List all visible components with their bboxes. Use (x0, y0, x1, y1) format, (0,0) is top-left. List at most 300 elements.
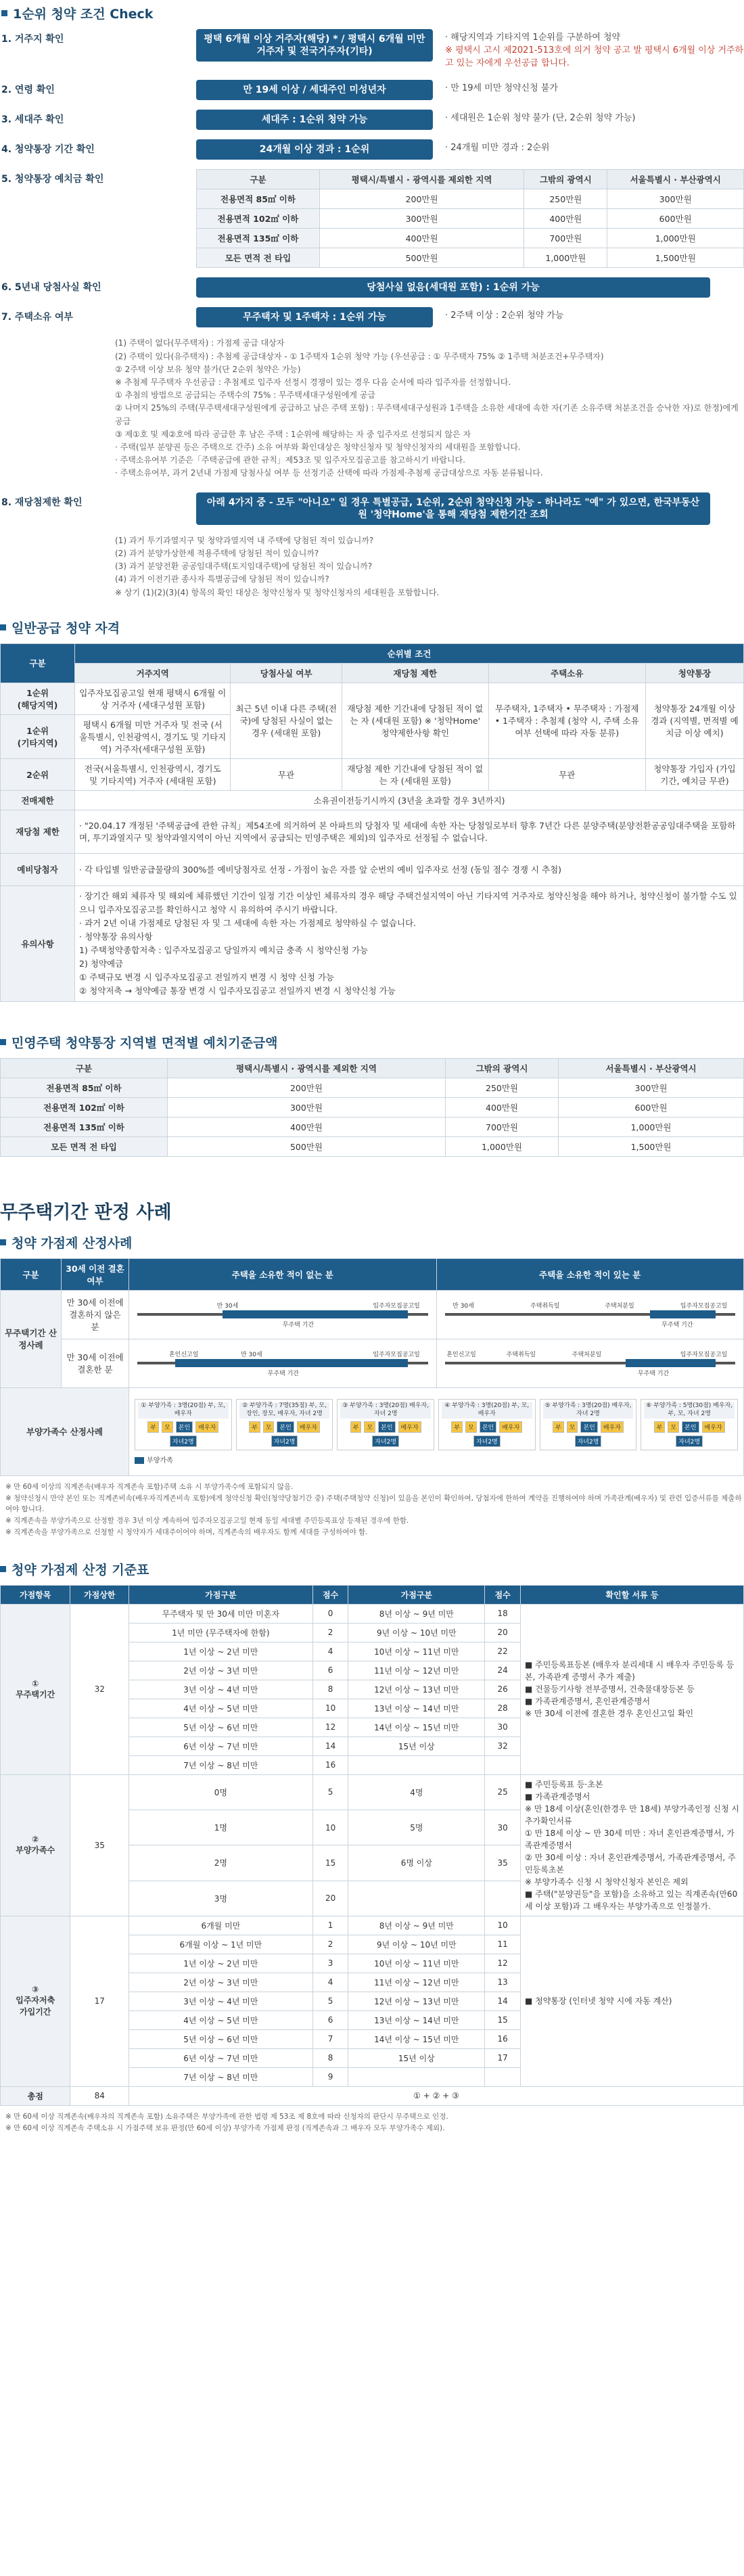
family-member-ch: 자녀2명 (271, 1435, 298, 1447)
family-member-me: 본인 (378, 1421, 395, 1433)
table-cell: 9년 이상 ~ 10년 미만 (348, 1935, 485, 1954)
note-line: ① 추첨의 방법으로 공급되는 주택수의 75% : 무주택세대구성원에게 공급 (115, 390, 375, 400)
table-cell: 11 (485, 1935, 521, 1954)
table-cell: 8년 이상 ~ 9년 미만 (348, 1604, 485, 1623)
point-case-notes (0, 1481, 744, 1538)
table-cell: 1년 이상 ~ 2년 미만 (129, 1954, 312, 1973)
timeline-label: 주택처분일 (605, 1303, 634, 1310)
condition-row (0, 139, 744, 160)
note-line: ③ 제①호 및 제②호에 따라 공급한 후 남은 주택 : 1순위에 해당하는 자 중 입주자로 선정되지 않은 자 (115, 429, 471, 439)
table-row (1, 1604, 744, 1623)
table-cell: 8 (312, 1680, 348, 1699)
timeline-label: 무주택 기간 (267, 1371, 300, 1378)
table-cell: 28 (485, 1699, 521, 1718)
col-header: 구분 (1, 1058, 168, 1078)
timeline-label: 혼인신고일 (168, 1352, 199, 1359)
note-line: · 과거 2년 이내 가점제로 당첨된 자 및 그 세대에 속한 자는 가점제로 청약하실 수 없습니다. (79, 917, 417, 928)
document-line: ■ 건물등기사항 전부증명서, 건축물대장등본 등 (525, 1684, 695, 1695)
table-row (1, 1117, 744, 1136)
col-header-group: 순위별 조건 (75, 643, 744, 663)
table-cell: 250만원 (524, 189, 607, 209)
condition-label: 6. 5년내 당첨사실 확인 (1, 282, 101, 294)
deposit-standard-table (0, 1058, 744, 1157)
total-max: 84 (70, 2086, 129, 2105)
table-cell: 400만원 (445, 1097, 558, 1117)
bullet-square-icon (0, 624, 6, 630)
table-cell (348, 2067, 485, 2086)
bullet-square-icon (0, 1566, 6, 1572)
table-cell: 4년 이상 ~ 5년 미만 (129, 1699, 312, 1718)
family-member-m: 모 (263, 1421, 275, 1433)
row-label: 유의사항 (1, 886, 75, 1001)
section-title-deposit: 민영주택 청약통장 지역별 면적별 예치기준금액 (0, 1033, 744, 1051)
table-cell: 0명 (129, 1774, 312, 1810)
table-cell: 10년 이상 ~ 11년 미만 (348, 1642, 485, 1661)
family-member-me: 본인 (277, 1421, 294, 1433)
timeline-label: 만 30세 (240, 1352, 262, 1359)
family-member-m: 모 (364, 1421, 375, 1433)
dependent-case (540, 1399, 637, 1450)
table-cell: 12 (485, 1954, 521, 1973)
condition-row (0, 80, 744, 100)
dependent-case (438, 1399, 536, 1450)
table-cell: 32 (485, 1736, 521, 1755)
documents-cell (521, 1774, 744, 1916)
family-member-sp: 배우자 (195, 1421, 218, 1433)
table-cell: 무관 (231, 758, 342, 790)
table-cell: 소유권이전등기시까지 (3년을 초과할 경우 3년까지) (75, 790, 744, 810)
timeline-cell (129, 1290, 437, 1339)
table-cell (348, 1755, 485, 1774)
table-cell: 1,000만원 (607, 229, 744, 248)
condition-pill: 세대주 : 1순위 청약 가능 (196, 110, 433, 130)
condition-label: 4. 청약통장 기간 확인 (1, 143, 95, 155)
table-cell: 무주택자 및 만 30세 미만 미혼자 (129, 1604, 312, 1623)
table-cell: 16 (485, 2029, 521, 2048)
family-member-f: 부 (350, 1421, 362, 1433)
document-line: ■ 청약통장 (인터넷 청약 시에 자동 계산) (525, 1996, 672, 2006)
group-label: ① 무주택기간 (1, 1604, 70, 1774)
table-cell: 재당첨 제한 기간내에 당첨된 적이 없는 자 (세대원 포함) (342, 758, 488, 790)
dependent-case-caption: ④ 부양가족 : 3명(20점) 부, 모, 배우자 (442, 1402, 532, 1418)
row-label: 2순위 (1, 758, 75, 790)
family-member-ch: 자녀2명 (575, 1435, 602, 1447)
note-line: ② 나머지 25%의 주택(무주택세대구성원에게 공급하고 남은 주택 포함) : 무주택세대구성원과 1주택을 소유한 세대에 속한 자(기존 소유주택 처분조건을 승낙한 자)로 한정)에게 공급 (115, 403, 739, 426)
table-cell: 15 (312, 1845, 348, 1881)
table-cell: 700만원 (445, 1117, 558, 1136)
row-sublabel: 만 30세 이전에 결혼하지 않은 분 (62, 1290, 129, 1339)
note-line: ※ 만 60세 이상 직계존속 주택소유 시 가점주택 보유 판정(만 60세 이상) 부양가족 가점제 판정 (직계존속과 그 배우자 모두 부양가족수 제외). (5, 2123, 445, 2132)
table-cell: 700만원 (524, 229, 607, 248)
document-line: ② 만 30세 이상 : 자녀 혼인관계증명서, 가족관계증명서, 주민등록초본 (525, 1852, 736, 1874)
family-diagram (239, 1421, 330, 1447)
table-cell: 모든 면적 전 타입 (197, 248, 320, 268)
col-header: 평택시/특별시 · 광역시를 제외한 지역 (168, 1058, 446, 1078)
family-member-me: 본인 (682, 1421, 699, 1433)
col-header: 평택시/특별시 · 광역시를 제외한 지역 (319, 170, 524, 189)
condition-note-line: · 24개월 미만 경과 : 2순위 (445, 142, 550, 153)
family-member-ch: 자녀2명 (372, 1435, 399, 1447)
group-label: ② 부양가족수 (1, 1774, 70, 1916)
col-header: 확인할 서류 등 (521, 1585, 744, 1604)
table-cell: 600만원 (607, 209, 744, 229)
table-cell: 8 (312, 2048, 348, 2067)
note-line: ② 청약저축 → 청약예금 통장 변경 시 입주자모집공고 전일까지 변경 시 청약신청 가능 (79, 985, 396, 996)
note-line: (1) 주택이 없다(무주택자) : 가점제 공급 대상자 (115, 338, 285, 348)
note-line: (2) 과거 분양가상한제 적용주택에 당첨된 적이 있습니까? (115, 549, 319, 559)
timeline-label: 입주자모집공고일 (680, 1352, 728, 1359)
deposit-row (0, 169, 744, 268)
table-cell: 300만원 (559, 1078, 744, 1097)
family-member-m: 모 (567, 1421, 578, 1433)
document-line: ※ 만 18세 이상(혼인(한경우 만 18세) 부양가족인정 신청 시 추가확인서류 (525, 1803, 739, 1826)
condition-note (433, 29, 744, 70)
timeline-label: 입주자모집공고일 (680, 1303, 728, 1310)
section-title-general: 일반공급 청약 자격 (0, 618, 744, 637)
table-cell: 10 (312, 1699, 348, 1718)
table-cell: 17 (485, 2048, 521, 2067)
table-cell: 1,000만원 (559, 1117, 744, 1136)
family-member-sp: 배우자 (398, 1421, 421, 1433)
table-cell: 전용면적 135㎡ 이하 (1, 1117, 168, 1136)
table-cell: 250만원 (445, 1078, 558, 1097)
family-member-sp: 배우자 (702, 1421, 725, 1433)
bullet-square-icon (1, 10, 7, 16)
timeline-period (175, 1359, 408, 1367)
condition-row-6 (0, 277, 744, 298)
timeline (441, 1301, 740, 1328)
table-cell: 5년 이상 ~ 6년 미만 (129, 2029, 312, 2048)
timeline-period (223, 1310, 408, 1318)
table-cell: 500만원 (168, 1136, 446, 1156)
dependent-case (135, 1399, 232, 1450)
table-cell: 9년 이상 ~ 10년 미만 (348, 1623, 485, 1642)
group-max: 32 (70, 1604, 129, 1774)
col-header: 30세 이전 결혼여부 (62, 1258, 129, 1290)
condition-pill: 평택 6개월 이상 거주자(해당) * / 평택시 6개월 미만 거주자 및 전국거주자(기타) (196, 29, 433, 62)
table-cell: 전용면적 85㎡ 이하 (1, 1078, 168, 1097)
table-cell: 20 (485, 1623, 521, 1642)
note-line: · 주택소유여부, 과거 2년내 가점제 당첨사실 여부 등 선정기준 산택에 따라 가점제·추첨제 공급대상으로 자동 분류됩니다. (115, 468, 543, 478)
table-cell: 6개월 미만 (129, 1916, 312, 1935)
table-cell: 13년 이상 ~ 14년 미만 (348, 1699, 485, 1718)
dependent-case (641, 1399, 738, 1450)
col-header: 주택을 소유한 적이 없는 분 (129, 1258, 437, 1290)
dependent-case-caption: ⑥ 부양가족 : 5명(30점) 배우자, 부, 모, 자녀 2명 (644, 1402, 735, 1418)
documents-cell (521, 1604, 744, 1774)
family-member-sp: 배우자 (601, 1421, 624, 1433)
documents-cell (521, 1916, 744, 2086)
table-row (197, 229, 744, 248)
condition-label: 7. 주택소유 여부 (1, 312, 73, 323)
table-cell: 500만원 (319, 248, 524, 268)
table-cell (485, 1755, 521, 1774)
table-cell: 8년 이상 ~ 9년 미만 (348, 1916, 485, 1935)
row-label: 재당첨 제한 (1, 810, 75, 853)
note-line: ※ 직계존속을 부양가족으로 산정할 경우 3년 이상 계속하여 입주자모집공고일 현재 동일 세대별 주민등록표상 등재된 경우에 한함. (5, 1517, 409, 1525)
table-cell: 6개월 이상 ~ 1년 미만 (129, 1935, 312, 1954)
part-title: 무주택기간 판정 사례 (0, 1201, 172, 1223)
note-line: ※ 직계존속을 부양가족으로 신청할 시 청약자가 세대주이어야 하며, 직계존속의 배우자도 함께 세대를 구성하여야 함. (5, 1528, 368, 1537)
condition-label: 2. 연령 확인 (1, 84, 55, 95)
col-header: 거주지역 (75, 663, 231, 683)
table-cell: 35 (485, 1845, 521, 1881)
note-line: 1) 주택청약종합저축 : 입주자모집공고 당일까지 예치금 충족 시 청약신청 가능 (79, 944, 369, 955)
table-cell (485, 2067, 521, 2086)
table-cell: 200만원 (319, 189, 524, 209)
table-cell (75, 886, 744, 1001)
table-row (1, 1097, 744, 1117)
table-cell: 1명 (129, 1810, 312, 1845)
total-label: 총점 (1, 2086, 70, 2105)
condition-note: · 2주택 이상 : 2순위 청약 가능 (445, 310, 564, 321)
table-cell: 12년 이상 ~ 13년 미만 (348, 1992, 485, 2010)
table-cell: 6 (312, 2010, 348, 2029)
table-cell: 400만원 (168, 1117, 446, 1136)
table-cell: 1년 이상 ~ 2년 미만 (129, 1642, 312, 1661)
table-cell: 7 (312, 2029, 348, 2048)
timeline (441, 1350, 740, 1377)
table-cell: · "20.04.17 개정된 '주택공급에 관한 규칙」제54조에 의거하여 본 아파트의 당첨자 및 세대에 속한 자는 당첨일로부터 향후 7년간 다른 분양주택(분양전환공공임대주택을 포함하며, 투기과열지구 및 청약과열지역이 아닌 지역에서 공급되는 민영주택은 제외)의 입주자로 선정될 수 없습니다. (75, 810, 744, 853)
timeline-cell (436, 1290, 744, 1339)
table-cell: 400만원 (319, 229, 524, 248)
timeline-label: 주택취득일 (506, 1352, 536, 1359)
col-header: 청약통장 (645, 663, 743, 683)
dependent-case (236, 1399, 333, 1450)
table-cell (485, 1881, 521, 1916)
table-cell: 모든 면적 전 타입 (1, 1136, 168, 1156)
table-cell: 전국(서울특별시, 인천광역시, 경기도 및 기타지역) 거주자 (세대원 포함) (75, 758, 231, 790)
table-cell: 30 (485, 1718, 521, 1736)
table-cell: 18 (485, 1604, 521, 1623)
timeline-label: 입주자모집공고일 (373, 1352, 420, 1359)
note-line: ※ 추첨제 무주택자 우선공급 : 추첨제로 입주자 선정시 경쟁이 있는 경우 다음 순서에 따라 입주자를 선정합니다. (115, 377, 511, 388)
table-cell: 22 (485, 1642, 521, 1661)
table-cell: 1,500만원 (607, 248, 744, 268)
table-cell: 14년 이상 ~ 15년 미만 (348, 1718, 485, 1736)
table-cell: 20 (312, 1881, 348, 1916)
table-cell: 10년 이상 ~ 11년 미만 (348, 1954, 485, 1973)
table-cell: 2년 이상 ~ 3년 미만 (129, 1973, 312, 1992)
note-line: (3) 과거 분양전환 공공임대주택(토지임대주택)에 당첨된 적이 있습니까? (115, 561, 373, 572)
table-cell: 6년 이상 ~ 7년 미만 (129, 1736, 312, 1755)
table-cell: 입주자모집공고일 현재 평택시 6개월 이상 거주자 (세대구성원 포함) (75, 683, 231, 714)
col-header: 당첨사실 여부 (231, 663, 342, 683)
deposit-table (196, 169, 744, 268)
table-row (197, 189, 744, 209)
col-header: 가점구분 (348, 1585, 485, 1604)
timeline-cell (129, 1339, 437, 1387)
condition-row-7 (0, 307, 744, 327)
table-cell: 15년 이상 (348, 1736, 485, 1755)
row-label: 1순위 (해당지역) (1, 683, 75, 714)
legend: 부양가족 (135, 1454, 738, 1465)
timeline (133, 1350, 432, 1377)
timeline-label: 입주자모집공고일 (373, 1303, 420, 1310)
dependent-case (337, 1399, 434, 1450)
condition-label: 3. 세대주 확인 (1, 114, 64, 125)
col-header: 가점구분 (129, 1585, 312, 1604)
note-line: (2) 주택이 있다(유주택자) : 추첨제 공급대상자 - ① 1주택자 1순위 청약 가능 (우선공급 : ① 무주택자 75% ② 1주택 처분조건+무주택자) (115, 351, 604, 361)
family-member-ch: 자녀2명 (473, 1435, 501, 1447)
document-line: ※ 부양가족수 신청 시 청약신청자 본인은 제외 (525, 1877, 689, 1887)
table-cell: 300만원 (168, 1097, 446, 1117)
table-cell: 3 (312, 1954, 348, 1973)
row-label: 예비당첨자 (1, 853, 75, 886)
table-cell: 12 (312, 1718, 348, 1736)
family-member-f: 부 (553, 1421, 564, 1433)
timeline-label: 만 30세 (216, 1303, 239, 1310)
table-cell: 5 (312, 1992, 348, 2010)
table-cell: 4명 (348, 1774, 485, 1810)
family-member-ch: 자녀2명 (676, 1435, 703, 1447)
condition-note (433, 110, 744, 125)
row-sublabel: 만 30세 이전에 결혼한 분 (62, 1339, 129, 1387)
family-diagram (442, 1421, 532, 1447)
col-header: 구분 (197, 170, 320, 189)
table-cell: 1 (312, 1916, 348, 1935)
condition-label: 5. 청약통장 예치금 확인 (1, 174, 104, 185)
table-cell: 평택시 6개월 미만 거주자 및 전국 (서울특별시, 인천광역시, 경기도 및 기타지역) 거주자(세대구성원 포함) (75, 714, 231, 758)
row-label: 1순위 (기타지역) (1, 714, 75, 758)
condition-pill: 24개월 이상 경과 : 1순위 (196, 139, 433, 160)
note-line: 2) 청약예금 (79, 958, 124, 969)
dependent-case-caption: ② 부양가족 : 7명(35점) 부, 모, 장인, 장모, 배우자, 자녀 2명 (239, 1402, 330, 1418)
timeline-label: 무주택 기간 (661, 1322, 693, 1329)
table-cell: 16 (312, 1755, 348, 1774)
col-header: 가점상한 (70, 1585, 129, 1604)
timeline-label: 주택처분일 (572, 1352, 602, 1359)
point-case-table (0, 1258, 744, 1476)
family-member-sp: 배우자 (297, 1421, 320, 1433)
family-member-m: 모 (668, 1421, 679, 1433)
bullet-square-icon (0, 1239, 6, 1245)
note-line: ※ 청약신청시 만약 본인 또는 직계존비속(배우자직계존비속 포함)에게 청약신청 확인(청약당첨기간 중) 주택(주택청약 신청)이 있음을 본인이 확인하여, 당첨자에 한하여 계약을 진행하여야 하며 가족관계(배우자) 및 관련 입증서류를 제출하여야 합니다. (5, 1494, 742, 1514)
dependent-case-caption: ③ 부양가족 : 3명(20점) 배우자, 자녀 2명 (340, 1402, 431, 1418)
table-cell: 7년 이상 ~ 8년 미만 (129, 1755, 312, 1774)
row-label: 부양가족수 산정사례 (1, 1387, 129, 1475)
timeline-label: 만 30세 (452, 1303, 474, 1310)
condition-note-line: ※ 평택시 고시 제2021-513호에 의거 청약 공고 발 평택시 6개월 이상 거주하고 있는 자에게 우선공급 합니다. (445, 45, 744, 68)
table-cell: 1,000만원 (445, 1136, 558, 1156)
col-header: 서울특별시 · 부산광역시 (559, 1058, 744, 1078)
family-member-m: 모 (162, 1421, 173, 1433)
family-diagram (340, 1421, 431, 1447)
table-cell: 10 (485, 1916, 521, 1935)
condition-note-line: · 만 19세 미만 청약신청 불가 (445, 83, 558, 93)
note-line: ② 2주택 이상 보유 청약 불가(단 2순위 청약은 가능) (115, 364, 301, 374)
condition-pill: 당첨사실 없음(세대원 포함) : 1순위 가능 (196, 277, 710, 298)
table-cell: 1,000만원 (524, 248, 607, 268)
table-cell: 5년 이상 ~ 6년 미만 (129, 1718, 312, 1736)
table-cell: 2 (312, 1935, 348, 1954)
table-cell: 15년 이상 (348, 2048, 485, 2067)
table-cell: 전용면적 102㎡ 이하 (1, 1097, 168, 1117)
table-cell: 전용면적 85㎡ 이하 (197, 189, 320, 209)
dependents-cases (135, 1399, 738, 1450)
document-line: ■ 가족관계증명서 (525, 1791, 590, 1801)
condition-label: 1. 거주지 확인 (1, 34, 64, 45)
timeline-label: 무주택 기간 (637, 1371, 670, 1378)
table-cell: 1,500만원 (559, 1136, 744, 1156)
table-cell: 400만원 (524, 209, 607, 229)
table-cell: 26 (485, 1680, 521, 1699)
table-cell: 13 (485, 1973, 521, 1992)
general-supply-table (0, 643, 744, 1002)
note-line: (1) 과거 투기과열지구 및 청약과열지역 내 주택에 당첨된 적이 있습니까? (115, 535, 374, 545)
note-line: ※ 만 60세 이상의 직계존속(배우자 직계존속 포함)주택 소유 시 부양가족수에 포함되지 않음. (5, 1482, 294, 1491)
timeline-label: 주택취득일 (530, 1303, 560, 1310)
family-member-me: 본인 (580, 1421, 597, 1433)
timeline (133, 1301, 432, 1328)
table-cell: 30 (485, 1810, 521, 1845)
col-header: 그밖의 광역시 (445, 1058, 558, 1078)
family-member-ch: 자녀2명 (170, 1435, 197, 1447)
table-cell: 12년 이상 ~ 13년 미만 (348, 1680, 485, 1699)
family-diagram (138, 1421, 229, 1447)
criteria-notes (0, 2111, 744, 2134)
table-cell: 1년 미만 (무주택자에 한함) (129, 1623, 312, 1642)
table-cell: 0 (312, 1604, 348, 1623)
table-cell (348, 1881, 485, 1916)
condition-note (433, 139, 744, 155)
timeline-period (626, 1359, 715, 1367)
condition-pill: 무주택자 및 1주택자 : 1순위 가능 (196, 307, 433, 327)
timeline-period (650, 1310, 716, 1318)
group-max: 17 (70, 1916, 129, 2086)
table-cell: 4 (312, 1642, 348, 1661)
note-line: ① 주택규모 변경 시 입주자모집공고 전일까지 변경 시 청약 신청 가능 (79, 971, 334, 982)
table-row (197, 248, 744, 268)
family-member-sp: 배우자 (499, 1421, 522, 1433)
timeline-label: 혼인신고일 (446, 1352, 476, 1359)
family-member-me: 본인 (480, 1421, 496, 1433)
table-cell: 9 (312, 2067, 348, 2086)
group-max: 35 (70, 1774, 129, 1916)
table-cell: 24 (485, 1661, 521, 1680)
table-cell: 4 (312, 1973, 348, 1992)
table-cell: 재당첨 제한 기간내에 당첨된 적이 없는 자 (세대원 포함) ※ '청약Home' 청약제한사항 확인 (342, 683, 488, 758)
total-value: ① + ② + ③ (129, 2086, 743, 2105)
condition-row-8 (0, 492, 744, 525)
row-label: 무주택기간 산정사례 (1, 1290, 62, 1387)
table-cell: 11년 이상 ~ 12년 미만 (348, 1973, 485, 1992)
timeline-label: 무주택 기간 (282, 1322, 315, 1329)
note-line: · 장기간 해외 체류자 및 해외에 체류했던 기간이 일정 기간 이상인 체류자의 경우 해당 주택건설지역이 아닌 기타지역 거주자로 청약신청을 해야 하거나, 청약신청이 불가할 수도 있으니 입주자모집공고를 확인하시고 청약 시 유의하여 주시기 바랍니다. (79, 890, 737, 915)
col-header: 점수 (312, 1585, 348, 1604)
document-line: ※ 만 30세 이전에 결혼한 경우 혼인신고일 확인 (525, 1709, 694, 1719)
family-member-me: 본인 (176, 1421, 193, 1433)
table-cell: 6 (312, 1661, 348, 1680)
note-line: · 청약통장 유의사항 (79, 931, 153, 942)
table-cell: 13년 이상 ~ 14년 미만 (348, 2010, 485, 2029)
table-cell: 6명 이상 (348, 1845, 485, 1881)
dependents-cell (129, 1387, 744, 1475)
condition-note-line: · 해당지역과 기타지역 1순위를 구분하여 청약 (445, 32, 621, 43)
section-title-check: 1순위 청약 조건 Check (0, 4, 744, 22)
col-header: 구분 (1, 1258, 62, 1290)
table-cell: 15 (485, 2010, 521, 2029)
document-line: ■ 주민등록표등본 (배우자 분리세대 시 배우자 주민등록 등본, 가족관계 증명서 추가 제출) (525, 1660, 735, 1682)
col-header: 주택소유 (488, 663, 645, 683)
table-cell: 6년 이상 ~ 7년 미만 (129, 2048, 312, 2067)
table-row (1, 1774, 744, 1810)
table-cell: 600만원 (559, 1097, 744, 1117)
col-header: 주택을 소유한 적이 있는 분 (436, 1258, 744, 1290)
family-diagram (644, 1421, 735, 1447)
table-cell: 300만원 (319, 209, 524, 229)
dependent-case-caption: ⑤ 부양가족 : 3명(20점) 배우자, 자녀 2명 (543, 1402, 634, 1418)
